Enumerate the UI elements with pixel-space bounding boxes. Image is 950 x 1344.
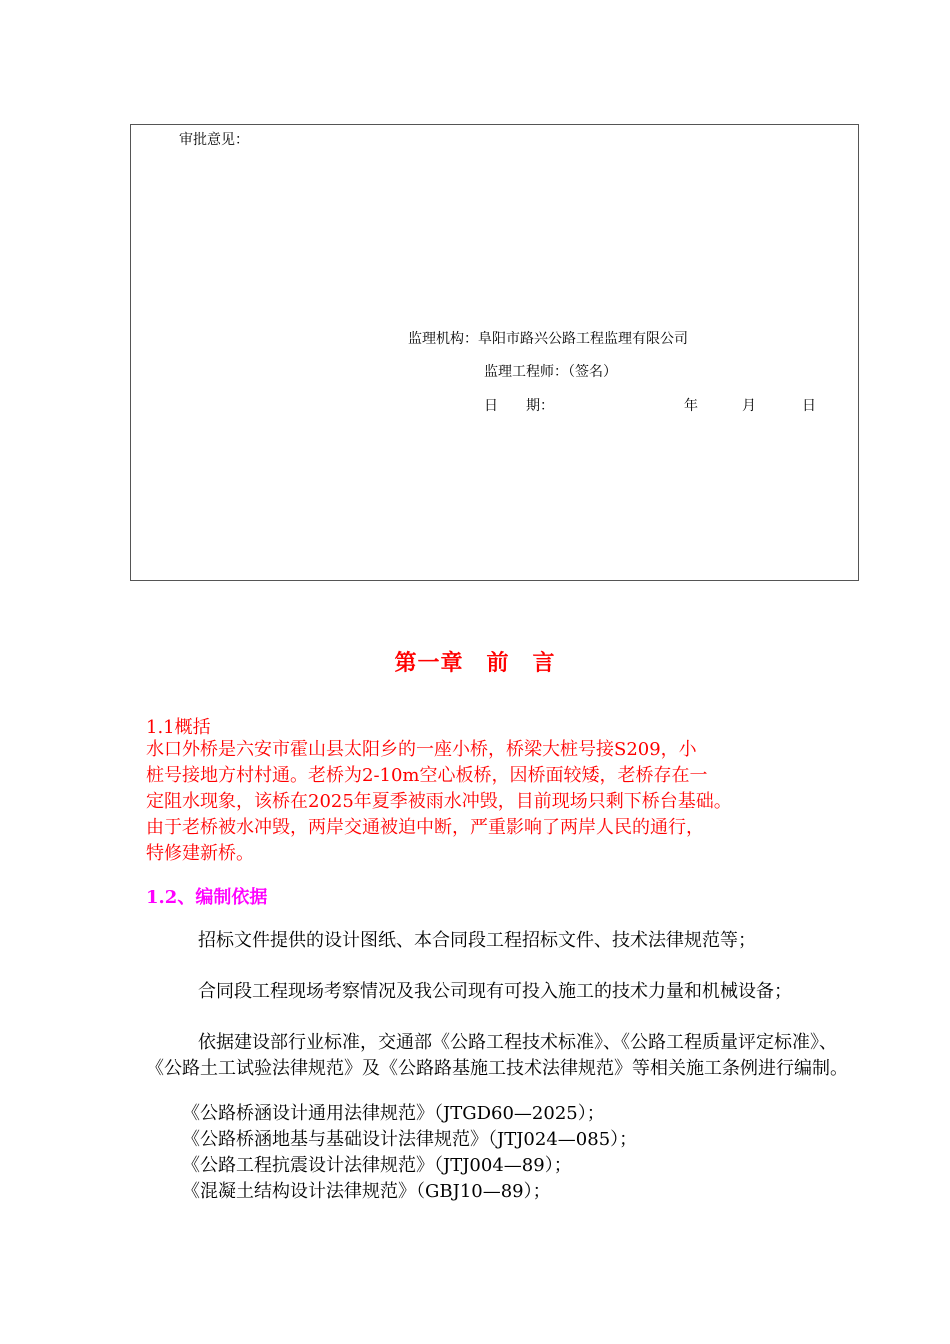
standard-item: 《混凝土结构设计法律规范》（GBJ10—89）； [182,1181,551,1202]
standard-item: 《公路桥涵地基与基础设计法律规范》（JTJ024—085）； [182,1129,638,1150]
basis-paragraph: 合同段工程现场考察情况及我公司现有可投入施工的技术力量和机械设备； [198,981,792,1002]
standard-item: 《公路桥涵设计通用法律规范》（JTGD60—2025）； [182,1103,605,1124]
approval-box [130,124,859,581]
supervising-engineer: 监理工程师：（签名） [484,364,617,380]
date-day: 日 [802,398,816,414]
section-1-2-heading: 1.2、编制依据 [146,887,268,908]
section-1-1-body: 水口外桥是六安市霍山县太阳乡的一座小桥，桥梁大桩号接S209，小 桩号接地方村村通。老桥为2-10m空心板桥，因桥面较矮，老桥存在一 定阻水现象，该桥在2025年夏季被雨水冲毁，目前现场只剩下桥台基础。 由于老桥被水冲毁，两岸交通被迫中断，严重影响了两岸人民的通行， 特修建新桥。 [146,739,732,864]
supervision-org: 监理机构：阜阳市路兴公路工程监理有限公司 [408,331,688,347]
standard-item: 《公路工程抗震设计法律规范》（JTJ004—89）； [182,1155,572,1176]
date-label: 日 期： [484,398,554,414]
basis-paragraph: 依据建设部行业标准，交通部《公路工程技术标准》、《公路工程质量评定标准》、《公路土工试验法律规范》及《公路路基施工技术法律规范》等相关施工条例进行编制。 [146,1032,848,1079]
chapter-title: 第一章 前 言 [394,650,556,676]
date-year: 年 [684,398,698,414]
section-1-1-heading: 1.1概括 [146,717,211,738]
basis-paragraph: 招标文件提供的设计图纸、本合同段工程招标文件、技术法律规范等； [198,930,756,951]
approval-opinion-label: 审批意见： [179,132,249,148]
date-month: 月 [742,398,756,414]
